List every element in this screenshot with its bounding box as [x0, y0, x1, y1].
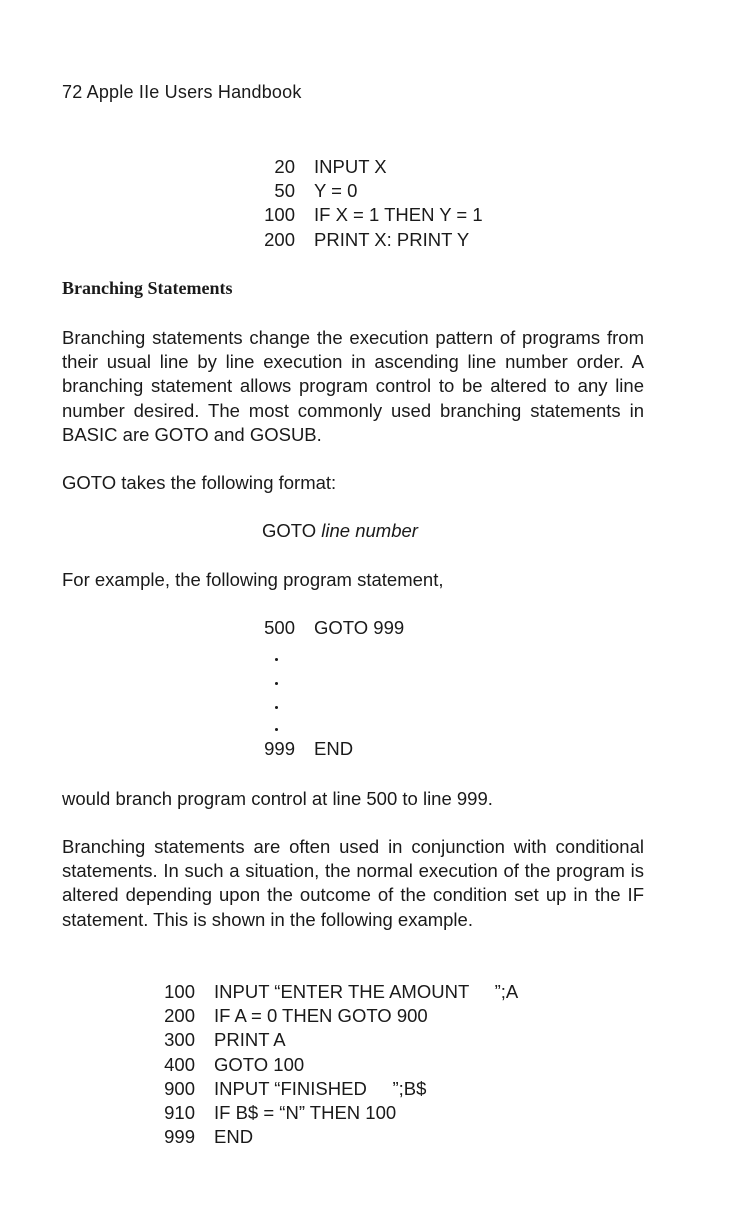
line-number: 200 [264, 228, 295, 250]
line-number: 910 [164, 1101, 195, 1123]
line-number: 900 [164, 1077, 195, 1099]
code-listing-goto-end [255, 737, 353, 761]
statement: IF X = 1 THEN Y = 1 [314, 204, 483, 226]
line-number: 300 [164, 1029, 195, 1051]
code-line [255, 616, 404, 640]
code-line [255, 228, 483, 252]
statement: GOTO 100 [214, 1053, 305, 1075]
statement: INPUT “ENTER THE AMOUNT ”;A [214, 981, 519, 1002]
section-heading: Branching Statements [62, 278, 233, 298]
code-line [155, 1125, 518, 1149]
statement: INPUT X [314, 156, 387, 177]
goto-syntax [262, 519, 418, 543]
statement: IF A = 0 THEN GOTO 900 [214, 1005, 428, 1027]
ellipsis-dot [275, 658, 278, 661]
code-line [155, 1101, 518, 1125]
statement: END [214, 1126, 254, 1148]
statement: GOTO 999 [314, 617, 405, 638]
code-listing-input-example [255, 155, 483, 252]
paragraph-goto-format: GOTO takes the following format: [62, 472, 337, 493]
line-number: 400 [164, 1053, 195, 1075]
paragraph-example-intro: For example, the following program statement, [62, 569, 444, 590]
line-number: 999 [164, 1126, 195, 1148]
code-line [155, 1004, 518, 1028]
paragraph-branching-intro: Branching statements change the execution pattern of programs from their usual line by line execution in ascending line number order. A branching statement allows program control to be altered to any line number desired. The most commonly used branching statements in BASIC are GOTO and GOSUB. [62, 327, 644, 445]
line-number: 500 [264, 617, 295, 638]
ellipsis-dot [275, 728, 278, 731]
vertical-ellipsis [272, 646, 284, 732]
statement: PRINT X: PRINT Y [314, 228, 470, 250]
line-number: 100 [264, 204, 295, 226]
line-number: 100 [164, 981, 195, 1002]
statement: END [314, 738, 354, 759]
line-number: 200 [164, 1005, 195, 1027]
paragraph-branch-explanation: would branch program control at line 500 to line 999. [62, 788, 493, 809]
code-line [155, 1028, 518, 1052]
code-line [255, 155, 483, 179]
code-line [255, 737, 353, 761]
paragraph-conditional-branching: Branching statements are often used in conjunction with conditional statements. In such a situation, the normal execution of the program is altered depending upon the outcome of the condition set up in the IF statement. This is shown in the following example. [62, 836, 644, 930]
code-line [155, 1053, 518, 1077]
statement: INPUT “FINISHED ”;B$ [214, 1077, 427, 1099]
code-listing-goto-start [255, 616, 404, 640]
code-line [255, 179, 483, 203]
code-line [155, 1077, 518, 1101]
ellipsis-dot [275, 682, 278, 685]
ellipsis-dot [275, 706, 278, 709]
running-head: 72 Apple IIe Users Handbook [62, 82, 302, 102]
code-line [155, 980, 518, 1004]
line-number: 999 [264, 738, 295, 759]
code-line [255, 203, 483, 227]
syntax-argument: line number [321, 520, 418, 541]
statement: PRINT A [214, 1029, 286, 1051]
line-number: 50 [274, 180, 295, 202]
line-number: 20 [274, 156, 295, 177]
syntax-keyword: GOTO [262, 520, 317, 541]
code-listing-conditional-example [155, 980, 518, 1149]
statement: Y = 0 [314, 180, 358, 202]
statement: IF B$ = “N” THEN 100 [214, 1101, 397, 1123]
